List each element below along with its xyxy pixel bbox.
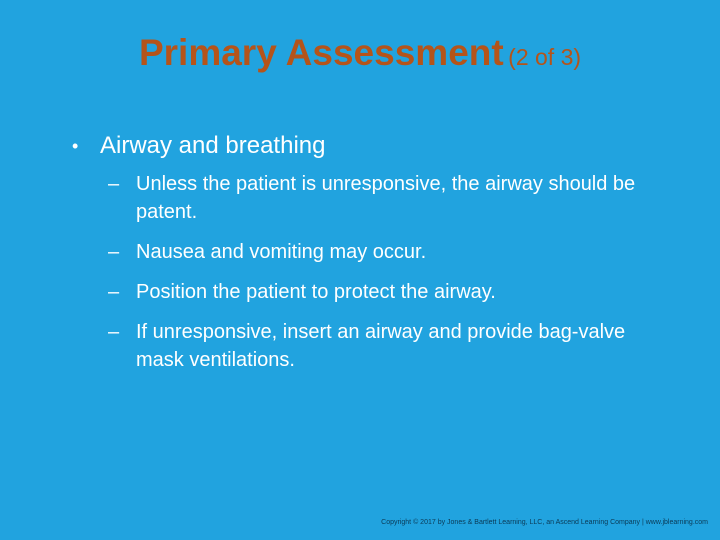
slide-title-sub: (2 of 3) <box>508 44 582 70</box>
bullet-text: Airway and breathing <box>100 132 326 159</box>
bullet-airway-breathing <box>72 128 672 164</box>
sub-bullet-text: Unless the patient is unresponsive, the airway should be patent. <box>136 173 636 223</box>
sub-bullet-item <box>72 318 672 374</box>
slide-content <box>72 128 672 386</box>
sub-bullet-item <box>72 278 672 306</box>
sub-bullet-item <box>72 170 672 226</box>
dash-icon: – <box>108 241 120 263</box>
dash-icon: – <box>108 321 120 343</box>
sub-bullet-text: Position the patient to protect the airway. <box>136 281 496 303</box>
dash-icon: – <box>108 281 120 303</box>
bullet-icon: • <box>72 136 79 156</box>
sub-bullet-item <box>72 238 672 266</box>
sub-bullet-list <box>72 170 672 374</box>
sub-bullet-text: Nausea and vomiting may occur. <box>136 241 427 263</box>
dash-icon: – <box>108 173 120 195</box>
slide-title-main: Primary Assessment <box>138 32 504 73</box>
slide-title <box>0 32 720 74</box>
sub-bullet-text: If unresponsive, insert an airway and provide bag-valve mask ventilations. <box>136 321 626 371</box>
copyright-footer: Copyright © 2017 by Jones & Bartlett Learning, LLC, an Ascend Learning Company | www.jblearning.com <box>381 519 708 526</box>
